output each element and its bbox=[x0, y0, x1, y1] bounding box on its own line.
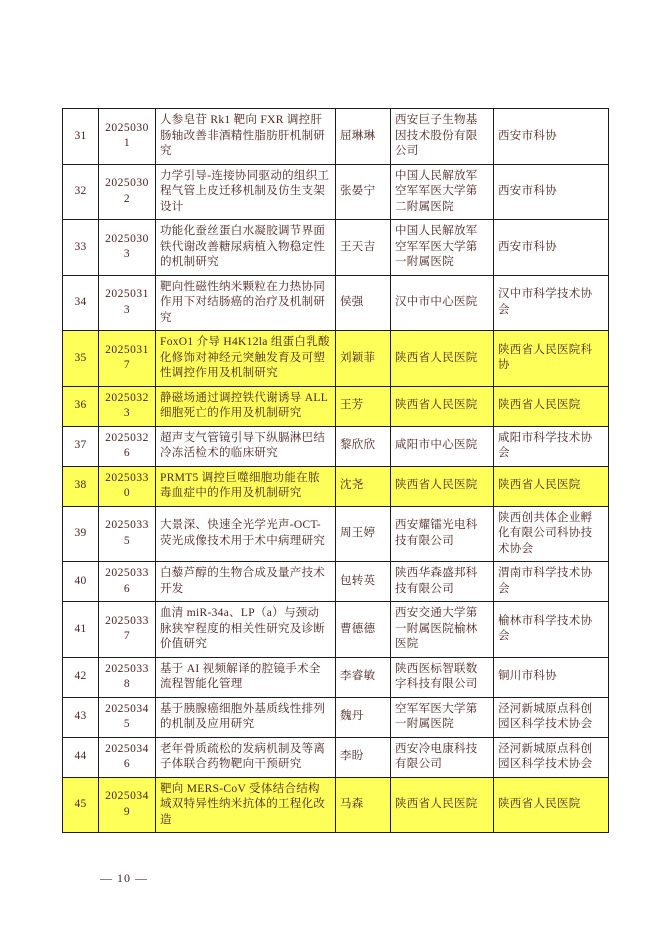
cell-project-id: 20250349 bbox=[99, 777, 156, 833]
cell-leader: 周王婷 bbox=[336, 506, 391, 562]
cell-institution: 西安交通大学第一附属医院榆林医院 bbox=[391, 602, 494, 658]
cell-index: 40 bbox=[63, 562, 99, 602]
cell-project-title: 人参皂苷 Rk1 靶向 FXR 调控肝肠轴改善非酒精性脂肪肝机制研究 bbox=[156, 109, 336, 165]
cell-index: 36 bbox=[63, 386, 99, 426]
table-row bbox=[63, 275, 609, 331]
cell-institution: 中国人民解放军空军军医大学第一附属医院 bbox=[391, 220, 494, 276]
cell-index: 35 bbox=[63, 331, 99, 387]
cell-index: 41 bbox=[63, 602, 99, 658]
table-row bbox=[63, 386, 609, 426]
cell-project-id: 20250303 bbox=[99, 220, 156, 276]
cell-leader: 屈琳琳 bbox=[336, 109, 391, 165]
cell-leader: 王天吉 bbox=[336, 220, 391, 276]
cell-project-id: 20250330 bbox=[99, 466, 156, 506]
cell-leader: 侯强 bbox=[336, 275, 391, 331]
table-row bbox=[63, 562, 609, 602]
cell-leader: 马森 bbox=[336, 777, 391, 833]
cell-institution: 空军军医大学第一附属医院 bbox=[391, 697, 494, 737]
cell-project-id: 20250313 bbox=[99, 275, 156, 331]
cell-index: 31 bbox=[63, 109, 99, 165]
cell-institution: 陕西省人民医院 bbox=[391, 777, 494, 833]
cell-project-title: 靶向 MERS-CoV 受体结合结构域双特异性纳米抗体的工程化改造 bbox=[156, 777, 336, 833]
cell-project-title: FoxO1 介导 H4K12la 组蛋白乳酸化修饰对神经元突触发育及可塑性调控作用及机制研究 bbox=[156, 331, 336, 387]
cell-index: 34 bbox=[63, 275, 99, 331]
cell-recommender: 泾河新城原点科创园区科学技术协会 bbox=[494, 697, 609, 737]
table-row bbox=[63, 220, 609, 276]
cell-project-title: PRMT5 调控巨噬细胞功能在脓毒血症中的作用及机制研究 bbox=[156, 466, 336, 506]
table-row bbox=[63, 426, 609, 466]
page-number: — 10 — bbox=[100, 871, 148, 885]
cell-project-id: 20250336 bbox=[99, 562, 156, 602]
cell-institution: 中国人民解放军空军军医大学第二附属医院 bbox=[391, 164, 494, 220]
table-body bbox=[63, 109, 609, 833]
cell-project-id: 20250345 bbox=[99, 697, 156, 737]
cell-index: 32 bbox=[63, 164, 99, 220]
cell-index: 42 bbox=[63, 657, 99, 697]
table-row bbox=[63, 506, 609, 562]
cell-institution: 咸阳市中心医院 bbox=[391, 426, 494, 466]
cell-project-title: 白藜芦醇的生物合成及量产技术开发 bbox=[156, 562, 336, 602]
cell-project-title: 功能化蚕丝蛋白水凝胶调节界面铁代谢改善糖尿病植入物稳定性的机制研究 bbox=[156, 220, 336, 276]
cell-recommender: 陕西创共体企业孵化有限公司科协技术协会 bbox=[494, 506, 609, 562]
cell-recommender: 陕西省人民医院 bbox=[494, 386, 609, 426]
cell-project-id: 20250346 bbox=[99, 737, 156, 777]
cell-leader: 李睿敏 bbox=[336, 657, 391, 697]
table-row bbox=[63, 109, 609, 165]
cell-recommender: 渭南市科学技术协会 bbox=[494, 562, 609, 602]
cell-index: 39 bbox=[63, 506, 99, 562]
cell-project-title: 血清 miR-34a、LP（a）与颈动脉狭窄程度的相关性研究及诊断价值研究 bbox=[156, 602, 336, 658]
cell-leader: 刘颖菲 bbox=[336, 331, 391, 387]
cell-recommender: 陕西省人民医院 bbox=[494, 466, 609, 506]
cell-project-id: 20250338 bbox=[99, 657, 156, 697]
cell-institution: 陕西华森盛邦科技有限公司 bbox=[391, 562, 494, 602]
table-row bbox=[63, 164, 609, 220]
table-row bbox=[63, 466, 609, 506]
cell-institution: 陕西省人民医院 bbox=[391, 386, 494, 426]
cell-project-title: 老年骨质疏松的发病机制及等离子体联合药物靶向干预研究 bbox=[156, 737, 336, 777]
table-row bbox=[63, 331, 609, 387]
table-row bbox=[63, 657, 609, 697]
cell-institution: 西安耀镭光电科技有限公司 bbox=[391, 506, 494, 562]
cell-recommender: 咸阳市科学技术协会 bbox=[494, 426, 609, 466]
cell-institution: 西安巨子生物基因技术股份有限公司 bbox=[391, 109, 494, 165]
cell-project-id: 20250326 bbox=[99, 426, 156, 466]
table-row bbox=[63, 602, 609, 658]
cell-leader: 沈尧 bbox=[336, 466, 391, 506]
cell-project-title: 大景深、快速全光学光声-OCT-荧光成像技术用于术中病理研究 bbox=[156, 506, 336, 562]
cell-recommender: 泾河新城原点科创园区科学技术协会 bbox=[494, 737, 609, 777]
cell-institution: 陕西省人民医院 bbox=[391, 331, 494, 387]
table-row bbox=[63, 697, 609, 737]
cell-institution: 西安冷电康科技有限公司 bbox=[391, 737, 494, 777]
cell-project-id: 20250337 bbox=[99, 602, 156, 658]
table-row bbox=[63, 737, 609, 777]
cell-recommender: 陕西省人民医院 bbox=[494, 777, 609, 833]
cell-index: 43 bbox=[63, 697, 99, 737]
cell-leader: 黎欣欣 bbox=[336, 426, 391, 466]
cell-leader: 曹德德 bbox=[336, 602, 391, 658]
cell-index: 45 bbox=[63, 777, 99, 833]
cell-index: 44 bbox=[63, 737, 99, 777]
cell-recommender: 汉中市科学技术协会 bbox=[494, 275, 609, 331]
cell-project-id: 20250302 bbox=[99, 164, 156, 220]
cell-project-id: 20250301 bbox=[99, 109, 156, 165]
projects-table bbox=[62, 108, 609, 833]
cell-recommender: 西安市科协 bbox=[494, 164, 609, 220]
cell-leader: 魏丹 bbox=[336, 697, 391, 737]
cell-institution: 汉中市中心医院 bbox=[391, 275, 494, 331]
cell-project-title: 基于胰腺癌细胞外基质线性排列的机制及应用研究 bbox=[156, 697, 336, 737]
cell-project-title: 力学引导-连接协同驱动的组织工程气管上皮迁移机制及仿生支架设计 bbox=[156, 164, 336, 220]
cell-recommender: 陕西省人民医院科协 bbox=[494, 331, 609, 387]
cell-project-title: 超声支气管镜引导下纵膈淋巴结冷冻活检术的临床研究 bbox=[156, 426, 336, 466]
cell-project-title: 基于 AI 视频解译的腔镜手术全流程智能化管理 bbox=[156, 657, 336, 697]
cell-index: 38 bbox=[63, 466, 99, 506]
cell-institution: 陕西省人民医院 bbox=[391, 466, 494, 506]
cell-project-id: 20250323 bbox=[99, 386, 156, 426]
cell-project-id: 20250317 bbox=[99, 331, 156, 387]
cell-recommender: 榆林市科学技术协会 bbox=[494, 602, 609, 658]
cell-project-id: 20250335 bbox=[99, 506, 156, 562]
cell-leader: 王芳 bbox=[336, 386, 391, 426]
cell-index: 37 bbox=[63, 426, 99, 466]
cell-leader: 李盼 bbox=[336, 737, 391, 777]
cell-recommender: 西安市科协 bbox=[494, 220, 609, 276]
cell-recommender: 铜川市科协 bbox=[494, 657, 609, 697]
cell-project-title: 靶向性磁性纳米颗粒在力热协同作用下对结肠癌的治疗及机制研究 bbox=[156, 275, 336, 331]
cell-institution: 陕西医标智联数字科技有限公司 bbox=[391, 657, 494, 697]
cell-index: 33 bbox=[63, 220, 99, 276]
cell-leader: 包转英 bbox=[336, 562, 391, 602]
table-row bbox=[63, 777, 609, 833]
cell-recommender: 西安市科协 bbox=[494, 109, 609, 165]
cell-leader: 张晏宁 bbox=[336, 164, 391, 220]
cell-project-title: 静磁场通过调控铁代谢诱导 ALL 细胞死亡的作用及机制研究 bbox=[156, 386, 336, 426]
